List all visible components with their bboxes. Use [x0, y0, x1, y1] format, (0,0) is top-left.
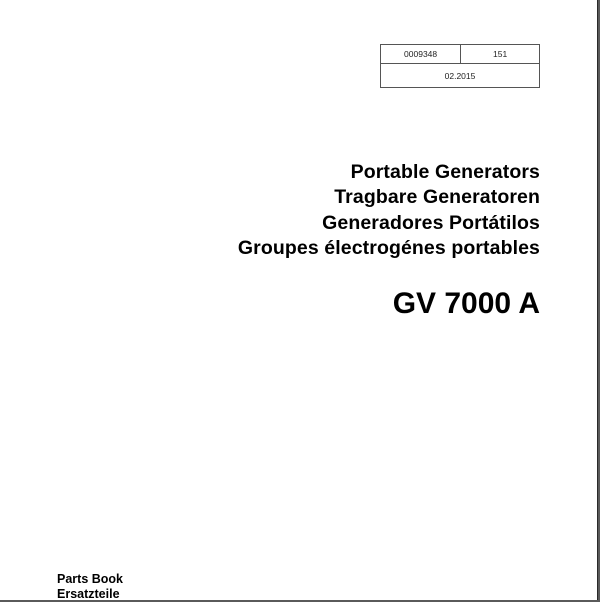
title-block: [238, 160, 540, 261]
title-german: Tragbare Generatoren: [334, 186, 540, 209]
title-spanish: Generadores Portátilos: [322, 211, 540, 234]
doc-number-cell: 0009348: [381, 45, 461, 64]
model-name: GV 7000 A: [392, 287, 540, 320]
document-info-table: [380, 44, 540, 88]
revision-cell: 151: [461, 45, 540, 64]
document-type-block: [57, 572, 123, 602]
document-type-english: Parts Book: [57, 572, 123, 586]
title-english: Portable Generators: [350, 161, 540, 183]
document-type-german: Ersatzteile: [57, 587, 120, 601]
date-cell: 02.2015: [381, 64, 540, 88]
title-french: Groupes électrogénes portables: [237, 236, 540, 259]
